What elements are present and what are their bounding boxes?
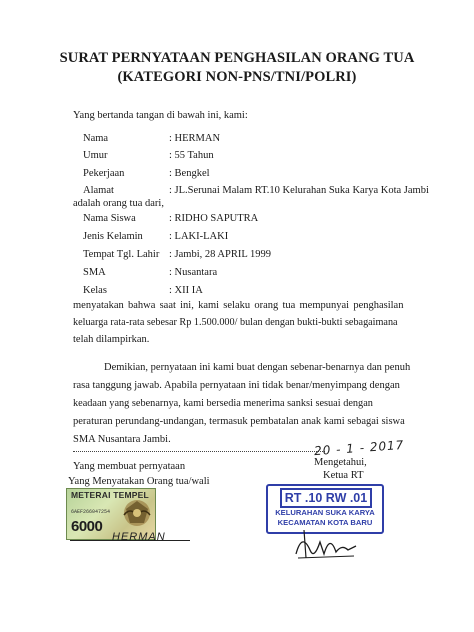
rt-stamp-line1: KELURAHAN SUKA KARYA bbox=[275, 508, 375, 517]
paragraph2-line2: rasa tanggung jawab. Apabila pernyataan ini tidak benar/menyimpang dengan bbox=[73, 380, 400, 391]
intro-text: Yang bertanda tangan di bawah ini, kami: bbox=[73, 110, 248, 121]
paragraph1-line3: telah dilampirkan. bbox=[73, 334, 150, 345]
rt-head-label: Ketua RT bbox=[323, 470, 364, 481]
parent-job-label: Pekerjaan bbox=[83, 168, 125, 179]
paragraph1-line1: menyatakan bahwa saat ini, kami selaku orang tua mempunyai penghasilan bbox=[73, 300, 404, 311]
parent-name-label: Nama bbox=[83, 133, 109, 144]
paragraph2-line1: Demikian, pernyataan ini kami buat dengan sebenar-benarnya dan penuh bbox=[104, 362, 411, 373]
maker-label: Yang membuat pernyataan bbox=[73, 461, 186, 472]
paragraph2-line4: peraturan perundang-undangan, termasuk pembatalan anak kami sebagai siswa bbox=[73, 416, 405, 427]
garuda-seal-icon bbox=[120, 495, 154, 535]
parent-address-value: : JL.Serunai Malam RT.10 Kelurahan Suka Karya Kota Jambi bbox=[169, 185, 429, 196]
student-name-label: Nama Siswa bbox=[83, 213, 136, 224]
rt-stamp-line2: KECAMATAN KOTA BARU bbox=[277, 518, 373, 527]
handwritten-date: 20 - 1 - 2017 bbox=[313, 437, 405, 459]
rt-rw-number: RT .10 RW .01 bbox=[280, 488, 372, 508]
parent-of-text: adalah orang tua dari, bbox=[73, 198, 164, 209]
rt-signature-icon bbox=[290, 524, 362, 564]
parent-age-label: Umur bbox=[83, 150, 108, 161]
stamp-value: 6000 bbox=[71, 518, 103, 535]
student-gender-value: : LAKI-LAKI bbox=[169, 231, 229, 242]
student-name-value: : RIDHO SAPUTRA bbox=[169, 213, 259, 224]
student-class-value: : XII IA bbox=[169, 285, 203, 296]
dotted-separator bbox=[73, 451, 325, 452]
student-birth-label: Tempat Tgl. Lahir bbox=[83, 249, 160, 260]
signature-name: HERMAN bbox=[112, 531, 166, 543]
parent-age-value: : 55 Tahun bbox=[169, 150, 214, 161]
parent-sign-label: Yang Menyatakan Orang tua/wali bbox=[68, 476, 210, 487]
student-school-label: SMA bbox=[83, 267, 106, 278]
parent-address-label: Alamat bbox=[83, 185, 114, 196]
student-school-value: : Nusantara bbox=[169, 267, 218, 278]
document-title: SURAT PERNYATAAN PENGHASILAN ORANG TUA bbox=[59, 50, 415, 66]
parent-name-value: : HERMAN bbox=[169, 133, 221, 144]
student-gender-label: Jenis Kelamin bbox=[83, 231, 143, 242]
paragraph1-line2: keluarga rata-rata sebesar Rp 1.500.000/ bulan dengan bukti-bukti sebagaimana bbox=[73, 317, 398, 328]
stamp-header: METERAI TEMPEL bbox=[71, 490, 149, 500]
document-subtitle: (KATEGORI NON-PNS/TNI/POLRI) bbox=[117, 69, 357, 85]
paragraph2-line5: SMA Nusantara Jambi. bbox=[73, 434, 171, 445]
acknowledged-label: Mengetahui, bbox=[314, 457, 367, 468]
student-class-label: Kelas bbox=[83, 285, 107, 296]
paragraph2-line3: keadaan yang sebenarnya, kami bersedia menerima sanksi sesuai dengan bbox=[73, 398, 373, 409]
stamp-code: 6AEF266047254 bbox=[71, 509, 111, 515]
student-birth-value: : Jambi, 28 APRIL 1999 bbox=[169, 249, 271, 260]
parent-job-value: : Bengkel bbox=[169, 168, 210, 179]
